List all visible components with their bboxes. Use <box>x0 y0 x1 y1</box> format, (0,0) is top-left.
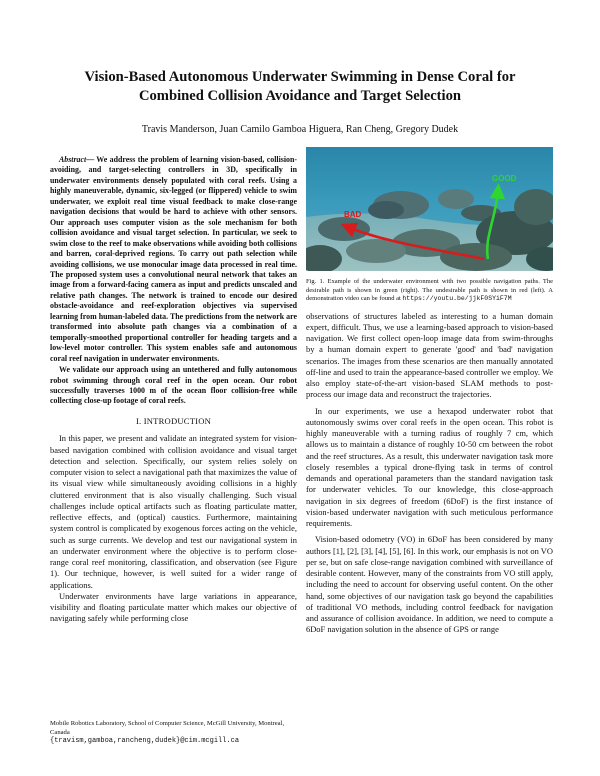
title-line-2: Combined Collision Avoidance and Target Selection <box>138 88 462 104</box>
right-paragraph-3: Vision-based odometry (VO) in 6DoF has been considered by many authors [1], [2], [3], [4], [5], [6]. In this work, our emphasis is not on VO per se, but on safe close-range navigation combined with surveillance of desirable content. However, many of the constraints from VO still apply, including the need to account for observing useful content. On the other hand, some objectives of our navigation task go beyond the capabilities of traditional VO methods, including control feedback for navigation and assurance of collision avoidance. In addition, we need to compute a 6DoF navigation solution in the absence of GPS or range <box>306 534 553 635</box>
right-paragraph-2: In our experiments, we use a hexapod underwater robot that autonomously swims over coral reefs in the open ocean. This robot is highly maneuverable with a turning radius of roughly 7 cm, which allows us to maintain a distance of roughly 10-50 cm between the robot and the reef structures. As a result, this underwater navigation task more closely resembles a typical drone-flying task in terms of control demands and operational parameters than the standard navigation task for underwater vehicles. To our knowledge, this close-approach navigation in six degrees of freedom (6DoF) is the first instance of vision-based underwater navigation with such meticulous performance requirements. <box>306 405 553 528</box>
right-column <box>306 147 553 636</box>
abstract-paragraph-2: We validate our approach using an untethered and fully autonomous robot swimming through coral reef in the open ocean. Our robot successfully traverses 1000 m of the ocean floor collision-free while collecting close-up footage of coral reefs. <box>50 365 297 406</box>
left-column <box>50 155 297 625</box>
footnote-text: Mobile Robotics Laboratory, School of Computer Science, McGill University, Montreal, Canada <box>50 720 285 736</box>
paper-title <box>40 68 560 106</box>
caption-text: Fig. 1. Example of the underwater environment with two possible navigation paths. The desirable path is shown in green (right). The undesirable path is shown in red (left). A demonstration video can be found at <box>306 278 553 302</box>
abstract-label: Abstract <box>59 155 87 164</box>
section-heading-introduction: I. INTRODUCTION <box>135 415 212 426</box>
caption-video-link[interactable]: https://youtu.be/jjkF0SYiF7M <box>402 295 512 302</box>
right-paragraph-1: observations of structures labeled as interesting to a human domain expert, difficult. Thus, we use a learning-based approach to vision-based navigation. We first collect open-loop image data from swim-throughs by a human domain expert to generate 'good' and 'bad' navigation scenarios. The images from these scenarios are then manually annotated off-line and used to train the appearance-based controller we employ. We also employ state-of-the-art vision-based SLAM methods to post-process our image data and reconstruct the trajectories. <box>306 310 553 400</box>
right-body <box>306 311 553 636</box>
intro-paragraph-2: Underwater environments have large variations in appearance, visibility and floating particulate matter which makes our objective of navigating safely while performing close <box>50 590 297 624</box>
label-bad: BAD <box>344 210 362 219</box>
label-good: GOOD <box>492 174 517 183</box>
abstract <box>50 155 297 407</box>
figure-1-caption <box>306 278 553 304</box>
title-line-1: Vision-Based Autonomous Underwater Swimming in Dense Coral for <box>84 69 516 85</box>
intro-paragraph-1: In this paper, we present and validate an integrated system for vision-based navigation combined with collision avoidance and visual target detection and selection. Specifically, our system relies solely on computer vision to select a navigational path that maximizes the value of its visual view while simultaneously avoiding collisions in a highly cluttered environment that is also visually challenging. Such visual challenges include optical artifacts such as floating particulate matter, reflective effects, and (optical) caustics. Furthermore, maintaining system control is complicated by exogenous forces acting on the vehicle, such as surge currents. We develop and test our navigational system in an underwater environment where the objective is to perform close-range coral reef monitoring, classification, and observation (see Figure 1). Our technique, however, is well suited for a wider range of applications. <box>50 433 297 590</box>
author-list: Travis Manderson, Juan Camilo Gamboa Higuera, Ran Cheng, Gregory Dudek <box>141 124 459 135</box>
underwater-scene-illustration <box>306 147 553 271</box>
abstract-text-1: — We address the problem of learning vision-based, collision-avoiding, and target-selecting controllers in 3D, specifically in underwater environments densely populated with coral reefs. Using a highly maneuverable, dynamic, six-legged (or flippered) vehicle to swim underwater, we exploit real time visual feedback to make close-range navigation decisions that would be hard to achieve with other sensors. Our approach uses computer vision as the sole mechanism for both collision avoidance and visual target selection. In particular, we seek to swim close to the reef to make observations while avoiding both collisions and barren, coral-deprived regions. To carry out path selection while avoiding collisions, we use monocular image data processed in real time. The proposed system uses a convolutional neural network that takes an image from a forward-facing camera as input and predicts unscaled and relative path changes. The network is trained to encode our desired obstacle-avoidance and reef-exploration objectives via supervised learning from human-labeled data. The predictions from the network are transformed into absolute path changes via a combination of a temporally-smoothed proportional controller for heading targets and a low-level motor controller. This system enables safe and autonomous coral reef navigation in underwater environments. <box>50 155 297 363</box>
footnote <box>50 720 297 746</box>
footnote-email: {travism,gamboa,rancheng,dudek}@cim.mcgill.ca <box>50 737 240 746</box>
figure-1-underwater-photo <box>306 147 553 271</box>
abstract-paragraph-1 <box>50 155 297 364</box>
